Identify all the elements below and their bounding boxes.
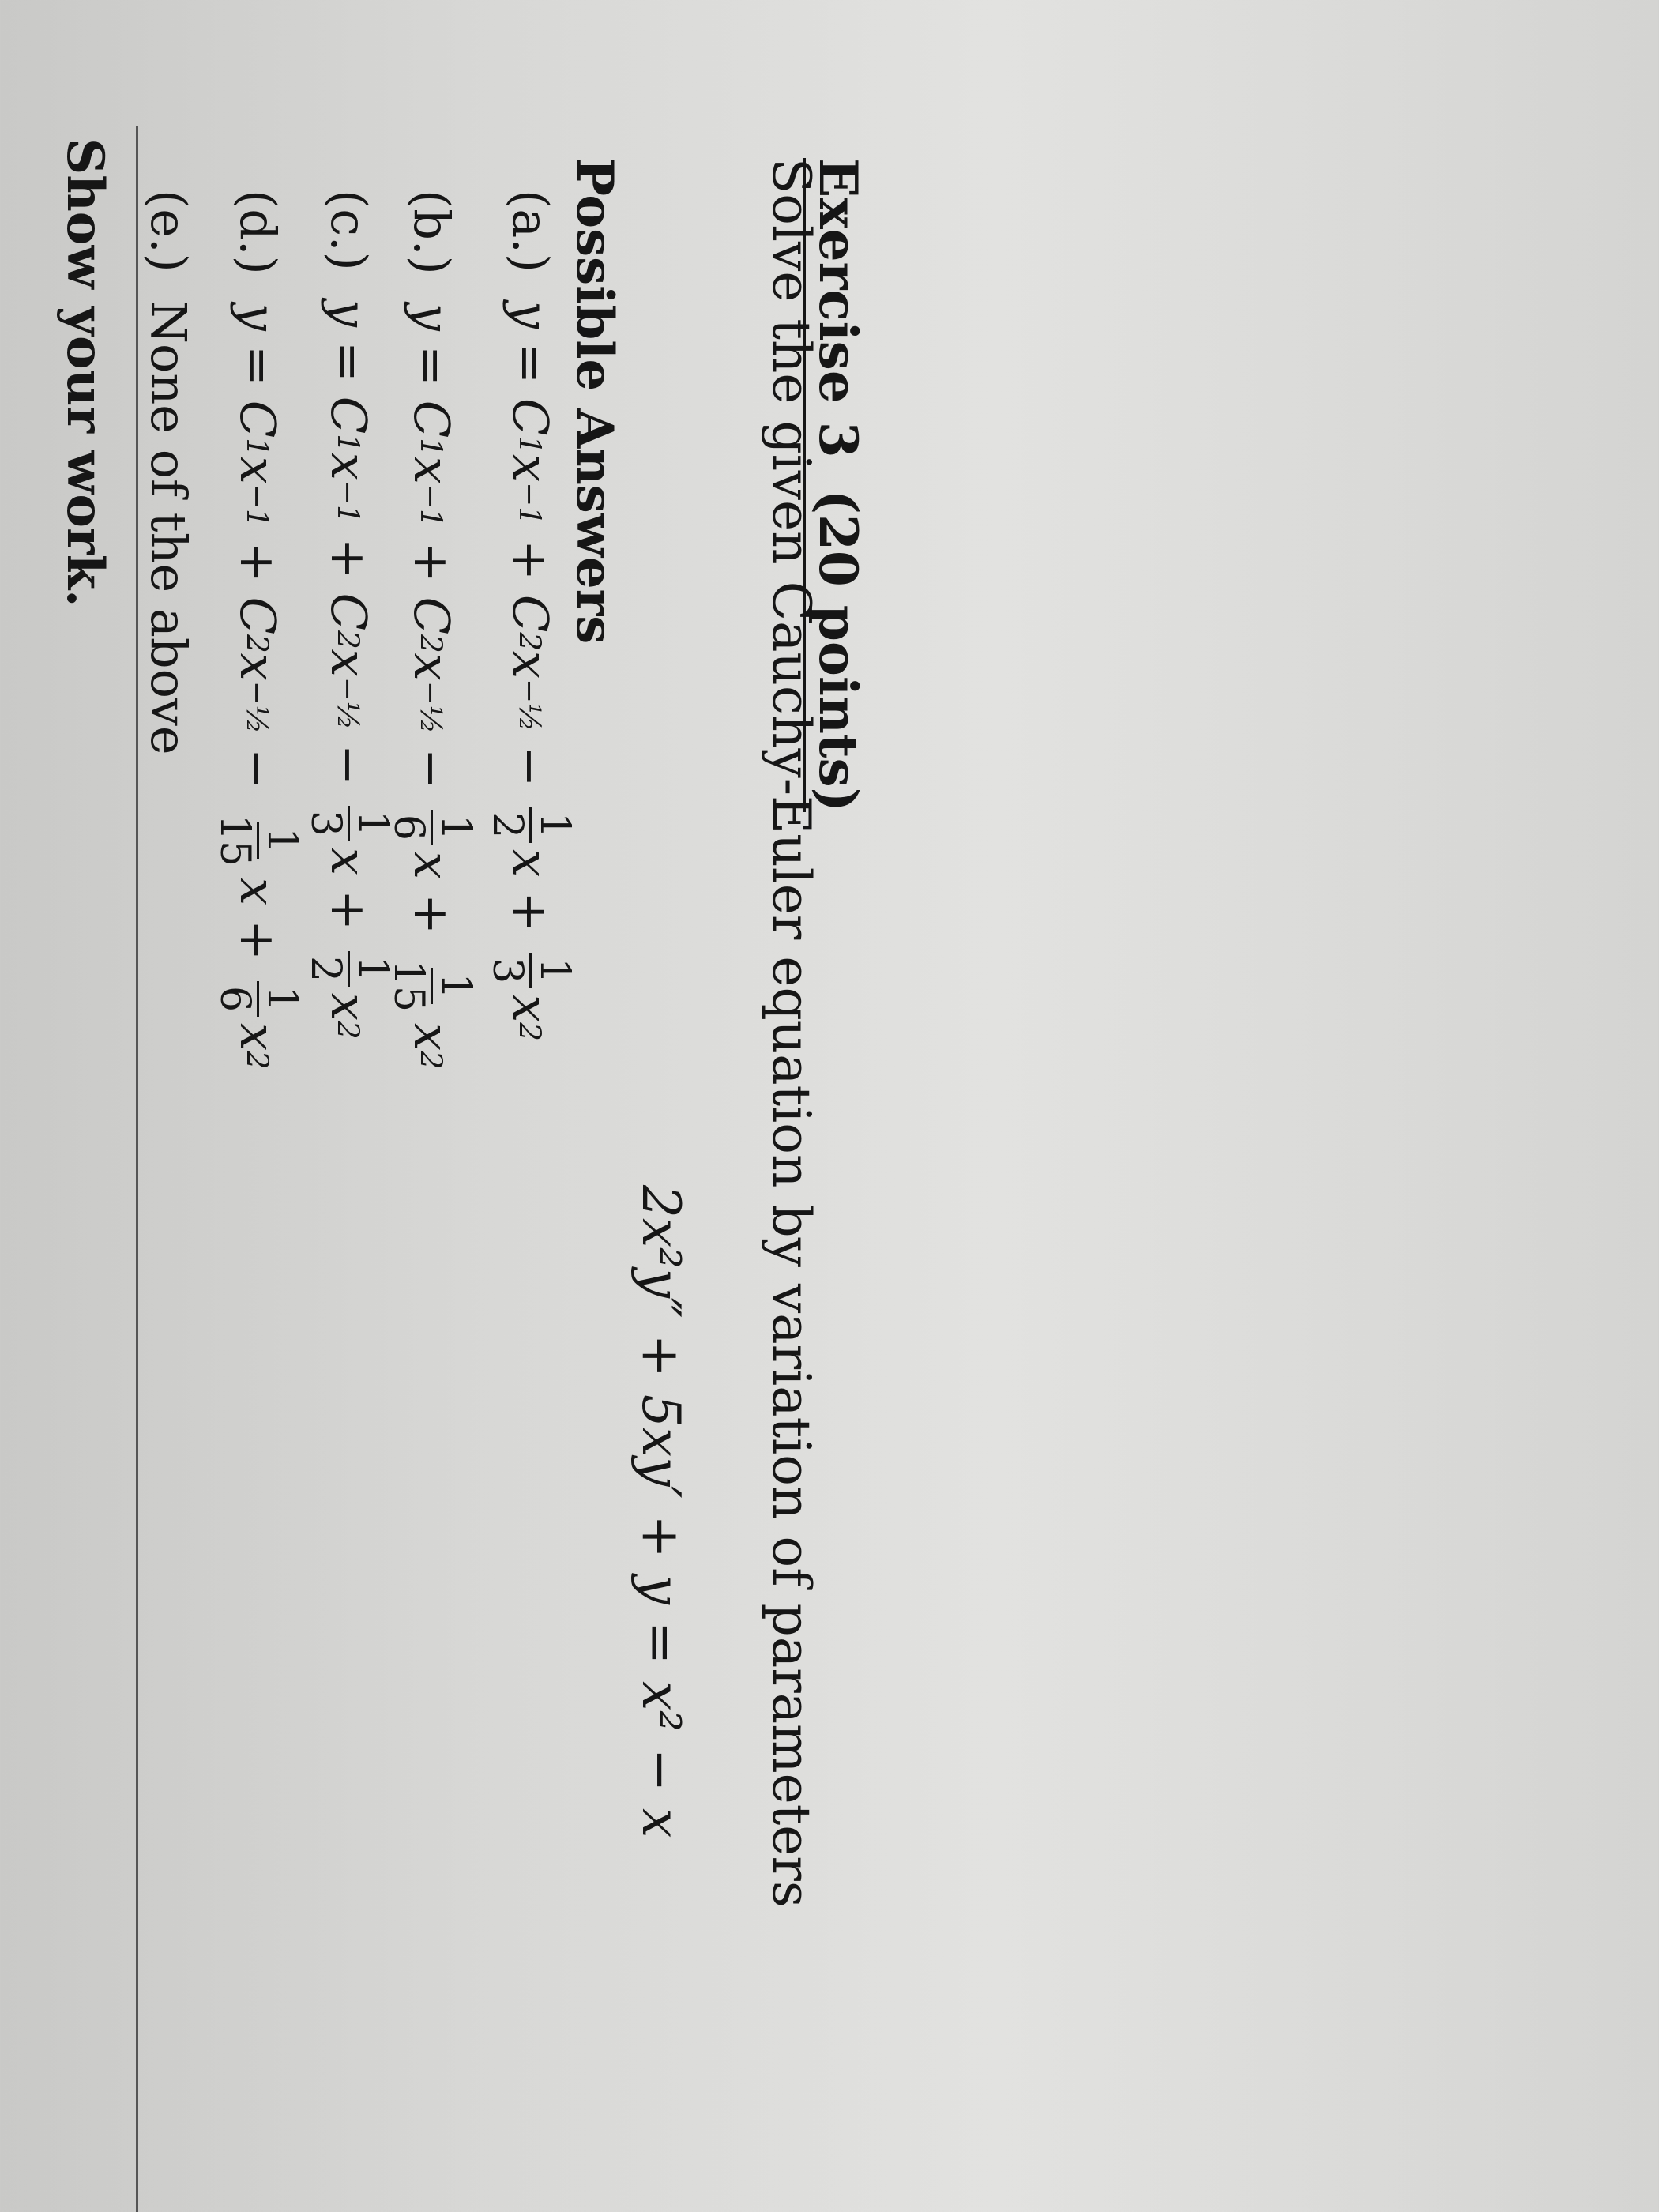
numerator: 1 bbox=[257, 822, 304, 858]
denominator: 3 bbox=[483, 957, 531, 984]
fraction-2 bbox=[386, 955, 478, 1017]
differential-equation: 2x²y″ + 5xy′ + y = x² − x bbox=[630, 1185, 691, 1838]
fraction-1 bbox=[212, 810, 304, 871]
show-work-instruction: Show your work. bbox=[55, 138, 115, 608]
numerator: 1 bbox=[348, 806, 395, 841]
answer-option-d[interactable] bbox=[212, 190, 304, 1070]
fraction-2 bbox=[212, 981, 304, 1017]
answer-option-e[interactable] bbox=[140, 190, 198, 755]
answer-expression: y = C 1 x −1 + C 2 x −½ − 1 3 x + 1 2 x 2 bbox=[301, 299, 397, 1040]
c2-exponent: −½ bbox=[513, 679, 548, 732]
fraction-2 bbox=[303, 951, 395, 987]
numerator: 1 bbox=[257, 981, 304, 1017]
c2-exponent: −½ bbox=[331, 676, 367, 730]
answer-expression: y = C 1 x −1 + C 2 x −½ − 1 15 x + 1 6 x 2 bbox=[210, 303, 306, 1070]
denominator: 6 bbox=[384, 814, 432, 841]
answer-label: (d.) bbox=[228, 190, 287, 275]
answer-label: (b.) bbox=[402, 190, 461, 275]
denominator: 15 bbox=[210, 814, 258, 867]
answer-label: (a.) bbox=[501, 190, 559, 273]
numerator: 1 bbox=[431, 810, 478, 845]
section-divider bbox=[136, 126, 138, 2212]
answer-label: (c.) bbox=[319, 190, 378, 271]
denominator: 2 bbox=[301, 955, 349, 983]
fraction-1 bbox=[386, 810, 478, 845]
denominator: 2 bbox=[483, 812, 531, 839]
fraction-1 bbox=[303, 806, 395, 841]
answer-expression: y = C 1 x −1 + C 2 x −½ − 1 2 x + 1 3 x 2 bbox=[483, 301, 578, 1041]
exercise-points: (20 points) bbox=[807, 489, 869, 812]
numerator: 1 bbox=[348, 951, 395, 987]
denominator: 6 bbox=[210, 985, 258, 1013]
possible-answers-heading: Possible Answers bbox=[565, 158, 624, 645]
answer-expression: y = C 1 x −1 + C 2 x −½ − 1 6 x + 1 15 x 2 bbox=[384, 303, 480, 1070]
answer-option-b[interactable] bbox=[386, 190, 478, 1070]
numerator: 1 bbox=[431, 968, 478, 1003]
numerator: 1 bbox=[529, 807, 577, 843]
denominator: 15 bbox=[384, 959, 432, 1013]
answer-label: (e.) bbox=[140, 190, 198, 273]
fraction-2 bbox=[484, 953, 577, 988]
fraction-1 bbox=[484, 807, 577, 843]
problem-prompt: Solve the given Cauchy-Euler equation by variation of parameters bbox=[761, 158, 822, 1908]
answer-text: None of the above bbox=[140, 300, 198, 755]
denominator: 3 bbox=[301, 810, 349, 837]
answer-option-c[interactable] bbox=[303, 190, 395, 1040]
c2-exponent: −½ bbox=[240, 680, 276, 734]
answer-option-a[interactable] bbox=[484, 190, 577, 1041]
c2-exponent: −½ bbox=[414, 680, 450, 734]
numerator: 1 bbox=[529, 953, 577, 988]
exercise-number: Exercise 3 bbox=[807, 158, 869, 458]
